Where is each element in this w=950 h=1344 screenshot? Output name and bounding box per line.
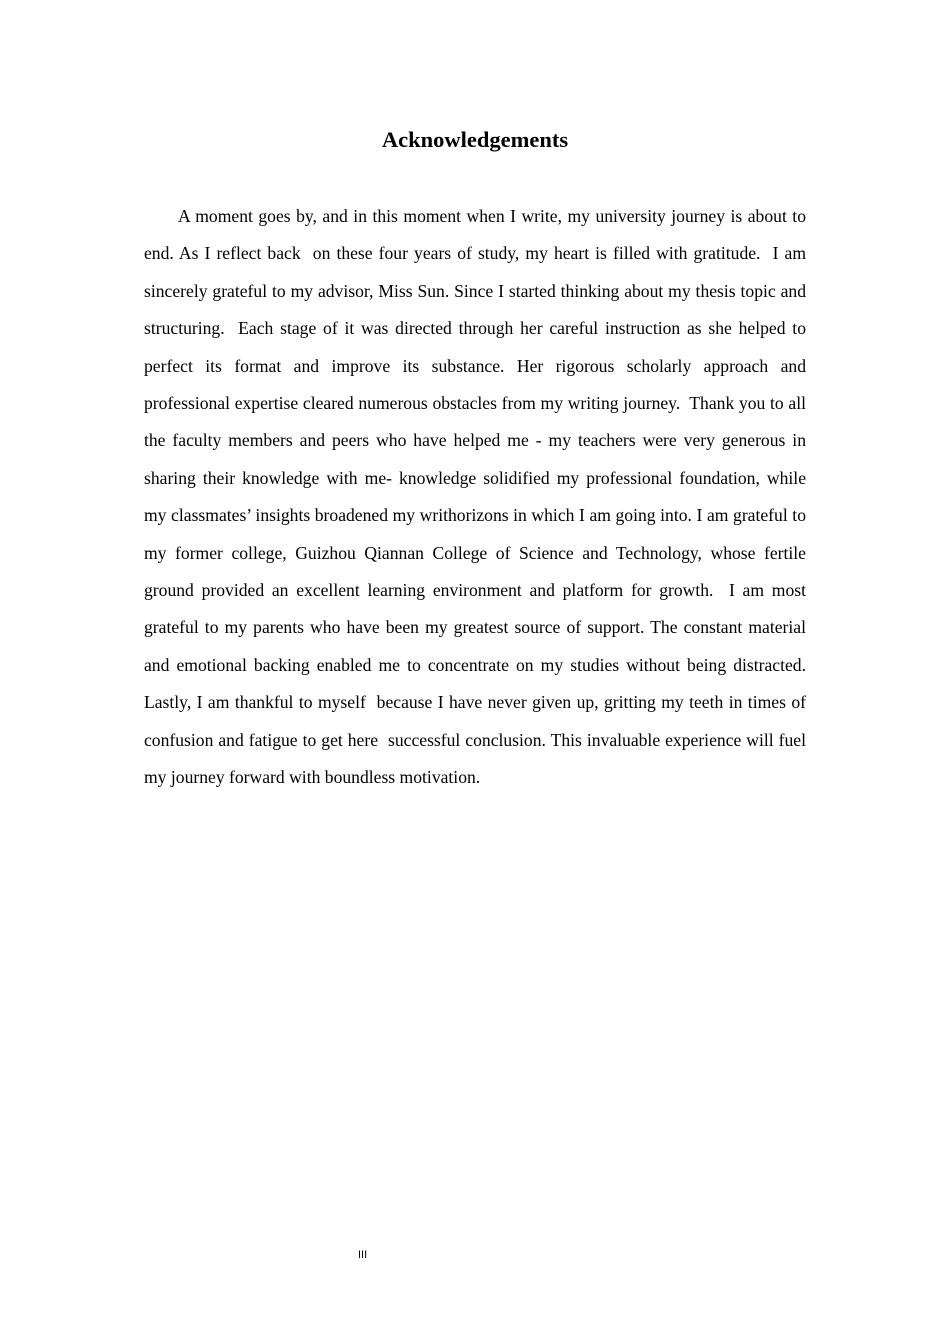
page-number: III [358,1249,368,1261]
acknowledgement-paragraph: A moment goes by, and in this moment when I write, my university journey is about to end. As I reflect back on these four years of study, my heart is filled with gratitude. I am sincerely grateful to my advisor, Miss Sun. Since I started thinking about my thesis topic and structuring. Each stage of it was directed through her careful instruction as she helped to perfect its format and improve its substance. Her rigorous scholarly approach and professional expertise cleared numerous obstacles from my writing journey. Thank you to all the faculty members and peers who have helped me - my teachers were very generous in sharing their knowledge with me- knowledge solidified my professional foundation, while my classmates’ insights broadened my writhorizons in which I am going into. I am grateful to my former college, Guizhou Qiannan College of Science and Technology, whose fertile ground provided an excellent learning environment and platform for growth. I am most grateful to my parents who have been my greatest source of support. The constant material and emotional backing enabled me to concentrate on my studies without being distracted. Lastly, I am thankful to myself because I have never given up, gritting my teeth in times of confusion and fatigue to get here successful conclusion. This invaluable experience will fuel my journey forward with boundless motivation. [144,206,811,788]
page-title: Acknowledgements [381,127,569,152]
